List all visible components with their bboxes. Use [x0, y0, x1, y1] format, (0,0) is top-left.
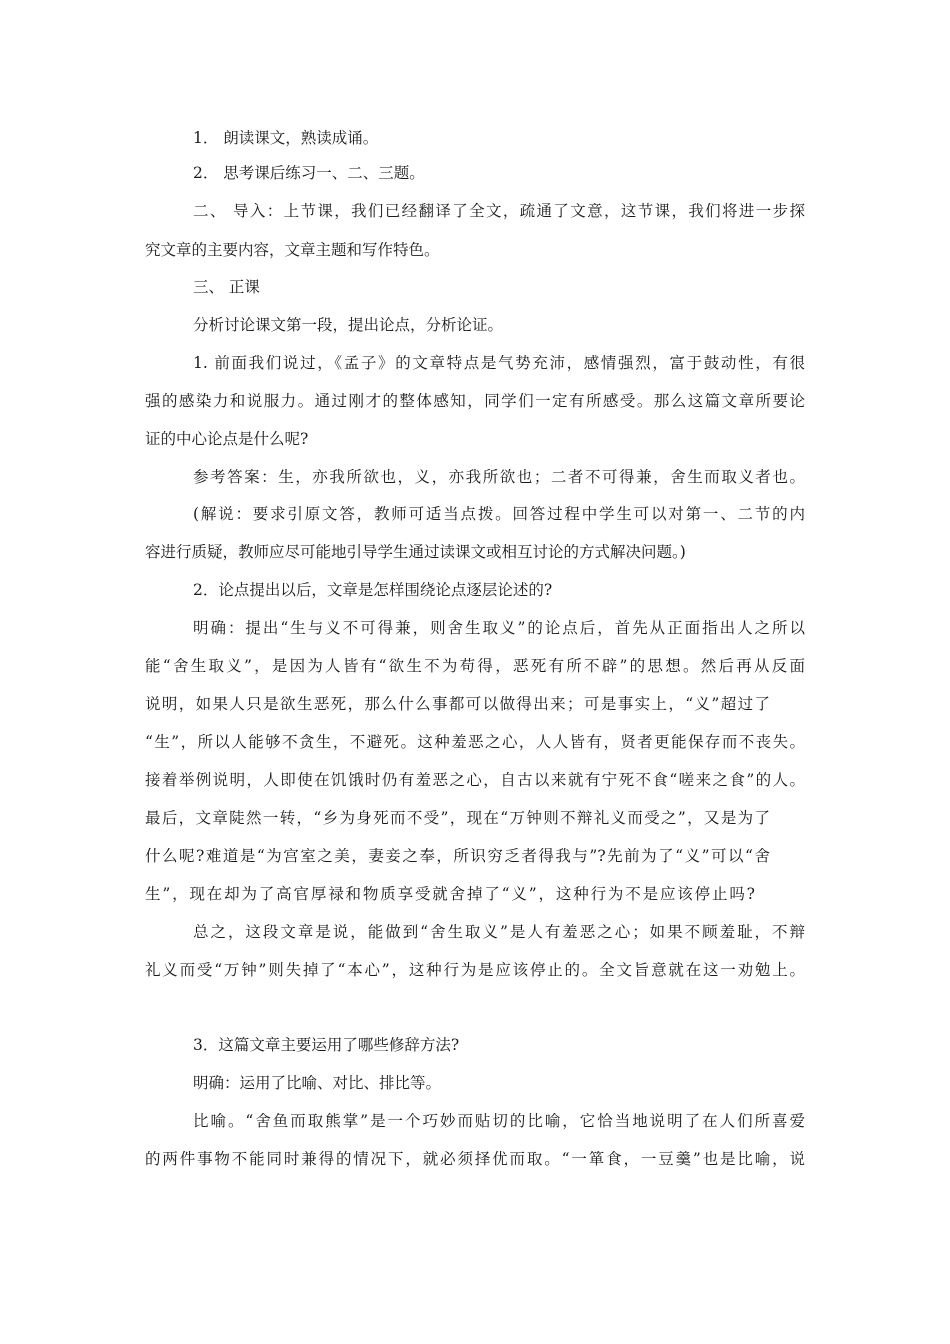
question-2: 2．论点提出以后，文章是怎样围绕论点逐层论述的? [193, 581, 553, 599]
section-2-heading: 二、 导入：上节课，我们已经翻译了全文，疏通了文意，这节课，我们将进一步探 [193, 202, 805, 220]
question-3: 3．这篇文章主要运用了哪些修辞方法? [193, 1036, 460, 1054]
answer-1: 参考答案：生，亦我所欲也，义，亦我所欲也；二者不可得兼，舍生而取义者也。 [193, 468, 805, 486]
paragraph-line: 什么呢?难道是“为宫室之美，妻妾之奉，所识穷乏者得我与”?先前为了“义”可以“舍 [145, 847, 770, 865]
paragraph-line: “生”，所以人能够不贪生，不避死。这种羞恶之心，人人皆有，贤者更能保存而不丧失。 [145, 733, 805, 751]
paragraph-line: 强的感染力和说服力。通过刚才的整体感知，同学们一定有所感受。那么这篇文章所要论 [145, 392, 805, 410]
metaphor-paragraph: 比喻。“舍鱼而取熊掌”是一个巧妙而贴切的比喻，它恰当地说明了在人们所喜爱 [193, 1112, 805, 1130]
section-3-heading: 三、 正课 [193, 278, 260, 296]
paragraph-line: 的两件事物不能同时兼得的情况下，就必须择优而取。“一箪食，一豆羹”也是比喻，说 [145, 1150, 805, 1168]
answer-2: 明确：提出“生与义不可得兼，则舍生取义”的论点后，首先从正面指出人之所以 [193, 619, 805, 637]
paragraph-line: 生”，现在却为了高官厚禄和物质享受就舍掉了“义”，这种行为不是应该停止吗? [145, 885, 755, 903]
paragraph-line: 说明，如果人只是欲生恶死，那么什么事都可以做得出来；可是事实上，“义”超过了 [145, 695, 770, 713]
paragraph-line: 接着举例说明，人即使在饥饿时仍有羞恶之心，自古以来就有宁死不食“嗟来之食”的人。 [145, 771, 805, 789]
list-item-2: 2． 思考课后练习一、二、三题。 [193, 164, 425, 182]
list-item-1: 1． 朗读课文，熟读成诵。 [193, 129, 379, 147]
question-1: 1. 前面我们说过，《孟子》的文章特点是气势充沛，感情强烈，富于鼓动性，有很 [193, 354, 805, 372]
note-1: (解说：要求引原文答，教师可适当点拨。回答过程中学生可以对第一、二节的内 [193, 505, 805, 523]
answer-3: 明确：运用了比喻、对比、排比等。 [193, 1074, 442, 1092]
paragraph-line: 究文章的主要内容，文章主题和写作特色。 [145, 241, 440, 259]
paragraph-line: 礼义而受“万钟”则失掉了“本心”，这种行为是应该停止的。全文旨意就在这一劝勉上。 [145, 961, 805, 979]
summary-paragraph: 总之，这段文章是说，能做到“舍生取义”是人有羞恶之心；如果不顾羞耻，不辩 [193, 923, 805, 941]
paragraph-line: 最后，文章陡然一转，“乡为身死而不受”，现在“万钟则不辩礼义而受之”，又是为了 [145, 809, 770, 827]
paragraph-line: 分析讨论课文第一段，提出论点，分析论证。 [193, 316, 504, 334]
paragraph-line: 容进行质疑，教师应尽可能地引导学生通过读课文或相互讨论的方式解决问题。) [145, 543, 686, 561]
paragraph-line: 能“舍生取义”，是因为人皆有“欲生不为苟得，恶死有所不辟”的思想。然后再从反面 [145, 657, 805, 675]
paragraph-line: 证的中心论点是什么呢? [145, 430, 309, 448]
